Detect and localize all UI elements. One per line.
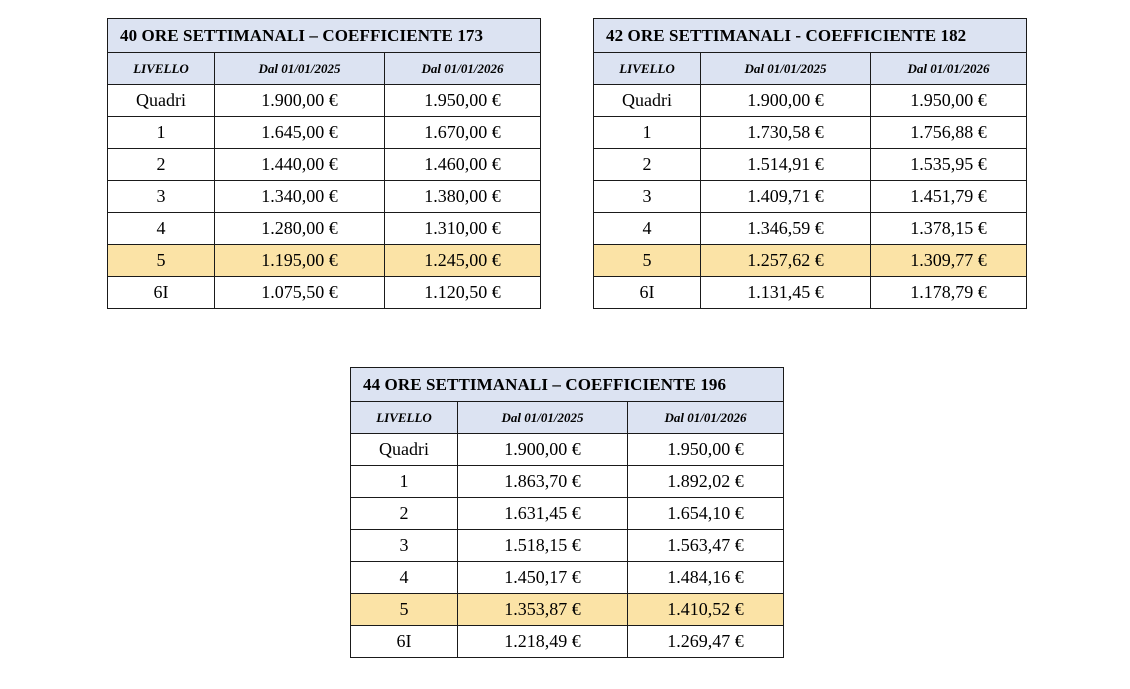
- salary-2026-cell: 1.410,52 €: [628, 594, 784, 626]
- salary-2025-cell: 1.257,62 €: [701, 245, 871, 277]
- level-cell: 2: [351, 498, 458, 530]
- salary-2026-cell: 1.950,00 €: [385, 85, 541, 117]
- salary-2026-cell: 1.245,00 €: [385, 245, 541, 277]
- salary-2025-cell: 1.075,50 €: [215, 277, 385, 309]
- column-header-2025: Dal 01/01/2025: [215, 53, 385, 85]
- salary-2026-cell: 1.178,79 €: [871, 277, 1027, 309]
- salary-2025-cell: 1.900,00 €: [215, 85, 385, 117]
- level-cell: 4: [108, 213, 215, 245]
- level-cell: Quadri: [108, 85, 215, 117]
- table-row: [108, 213, 541, 245]
- salary-2026-cell: 1.563,47 €: [628, 530, 784, 562]
- salary-2025-cell: 1.730,58 €: [701, 117, 871, 149]
- salary-2026-cell: 1.950,00 €: [871, 85, 1027, 117]
- level-cell: 5: [108, 245, 215, 277]
- table-row: [351, 530, 784, 562]
- salary-2025-cell: 1.280,00 €: [215, 213, 385, 245]
- table-row-highlighted: [351, 594, 784, 626]
- salary-2026-cell: 1.451,79 €: [871, 181, 1027, 213]
- salary-2025-cell: 1.631,45 €: [458, 498, 628, 530]
- salary-2025-cell: 1.518,15 €: [458, 530, 628, 562]
- salary-2025-cell: 1.409,71 €: [701, 181, 871, 213]
- column-header-livello: LIVELLO: [351, 402, 458, 434]
- salary-2026-cell: 1.310,00 €: [385, 213, 541, 245]
- level-cell: Quadri: [594, 85, 701, 117]
- salary-2025-cell: 1.863,70 €: [458, 466, 628, 498]
- level-cell: 6I: [351, 626, 458, 658]
- salary-2025-cell: 1.218,49 €: [458, 626, 628, 658]
- salary-2025-cell: 1.645,00 €: [215, 117, 385, 149]
- salary-2026-cell: 1.120,50 €: [385, 277, 541, 309]
- table-row: [108, 85, 541, 117]
- salary-2026-cell: 1.484,16 €: [628, 562, 784, 594]
- level-cell: 2: [594, 149, 701, 181]
- level-cell: 5: [594, 245, 701, 277]
- salary-2025-cell: 1.195,00 €: [215, 245, 385, 277]
- column-header-2026: Dal 01/01/2026: [628, 402, 784, 434]
- salary-2026-cell: 1.378,15 €: [871, 213, 1027, 245]
- level-cell: 4: [594, 213, 701, 245]
- level-cell: 3: [594, 181, 701, 213]
- level-cell: 5: [351, 594, 458, 626]
- salary-2026-cell: 1.654,10 €: [628, 498, 784, 530]
- column-header-livello: LIVELLO: [108, 53, 215, 85]
- salary-2026-cell: 1.269,47 €: [628, 626, 784, 658]
- table-row: [594, 181, 1027, 213]
- level-cell: 3: [351, 530, 458, 562]
- table-42-hours: [593, 18, 1027, 309]
- table-row: [351, 498, 784, 530]
- salary-2025-cell: 1.131,45 €: [701, 277, 871, 309]
- level-cell: 3: [108, 181, 215, 213]
- salary-2026-cell: 1.535,95 €: [871, 149, 1027, 181]
- salary-2025-cell: 1.346,59 €: [701, 213, 871, 245]
- column-header-livello: LIVELLO: [594, 53, 701, 85]
- table-row: [108, 117, 541, 149]
- salary-2025-cell: 1.514,91 €: [701, 149, 871, 181]
- table-row-highlighted: [594, 245, 1027, 277]
- salary-2026-cell: 1.950,00 €: [628, 434, 784, 466]
- table-row: [351, 626, 784, 658]
- level-cell: Quadri: [351, 434, 458, 466]
- salary-2025-cell: 1.900,00 €: [701, 85, 871, 117]
- level-cell: 1: [594, 117, 701, 149]
- table-title: 42 ORE SETTIMANALI - COEFFICIENTE 182: [594, 19, 1027, 53]
- salary-2025-cell: 1.440,00 €: [215, 149, 385, 181]
- table-row: [108, 181, 541, 213]
- table-44-hours: [350, 367, 784, 658]
- column-header-2026: Dal 01/01/2026: [385, 53, 541, 85]
- table-row: [594, 277, 1027, 309]
- level-cell: 4: [351, 562, 458, 594]
- table-title: 40 ORE SETTIMANALI – COEFFICIENTE 173: [108, 19, 541, 53]
- table-row: [108, 277, 541, 309]
- table-40-hours: [107, 18, 541, 309]
- table-row: [594, 149, 1027, 181]
- table-row: [594, 85, 1027, 117]
- level-cell: 1: [108, 117, 215, 149]
- table-title: 44 ORE SETTIMANALI – COEFFICIENTE 196: [351, 368, 784, 402]
- level-cell: 1: [351, 466, 458, 498]
- table-row: [594, 117, 1027, 149]
- column-header-2026: Dal 01/01/2026: [871, 53, 1027, 85]
- salary-2025-cell: 1.900,00 €: [458, 434, 628, 466]
- salary-2026-cell: 1.892,02 €: [628, 466, 784, 498]
- table-row-highlighted: [108, 245, 541, 277]
- salary-2026-cell: 1.670,00 €: [385, 117, 541, 149]
- salary-2026-cell: 1.380,00 €: [385, 181, 541, 213]
- column-header-2025: Dal 01/01/2025: [458, 402, 628, 434]
- salary-2025-cell: 1.450,17 €: [458, 562, 628, 594]
- salary-2025-cell: 1.353,87 €: [458, 594, 628, 626]
- table-row: [594, 213, 1027, 245]
- level-cell: 6I: [594, 277, 701, 309]
- table-row: [351, 434, 784, 466]
- level-cell: 2: [108, 149, 215, 181]
- table-row: [351, 562, 784, 594]
- salary-2026-cell: 1.309,77 €: [871, 245, 1027, 277]
- table-row: [108, 149, 541, 181]
- table-row: [351, 466, 784, 498]
- column-header-2025: Dal 01/01/2025: [701, 53, 871, 85]
- salary-2026-cell: 1.756,88 €: [871, 117, 1027, 149]
- salary-2026-cell: 1.460,00 €: [385, 149, 541, 181]
- salary-2025-cell: 1.340,00 €: [215, 181, 385, 213]
- level-cell: 6I: [108, 277, 215, 309]
